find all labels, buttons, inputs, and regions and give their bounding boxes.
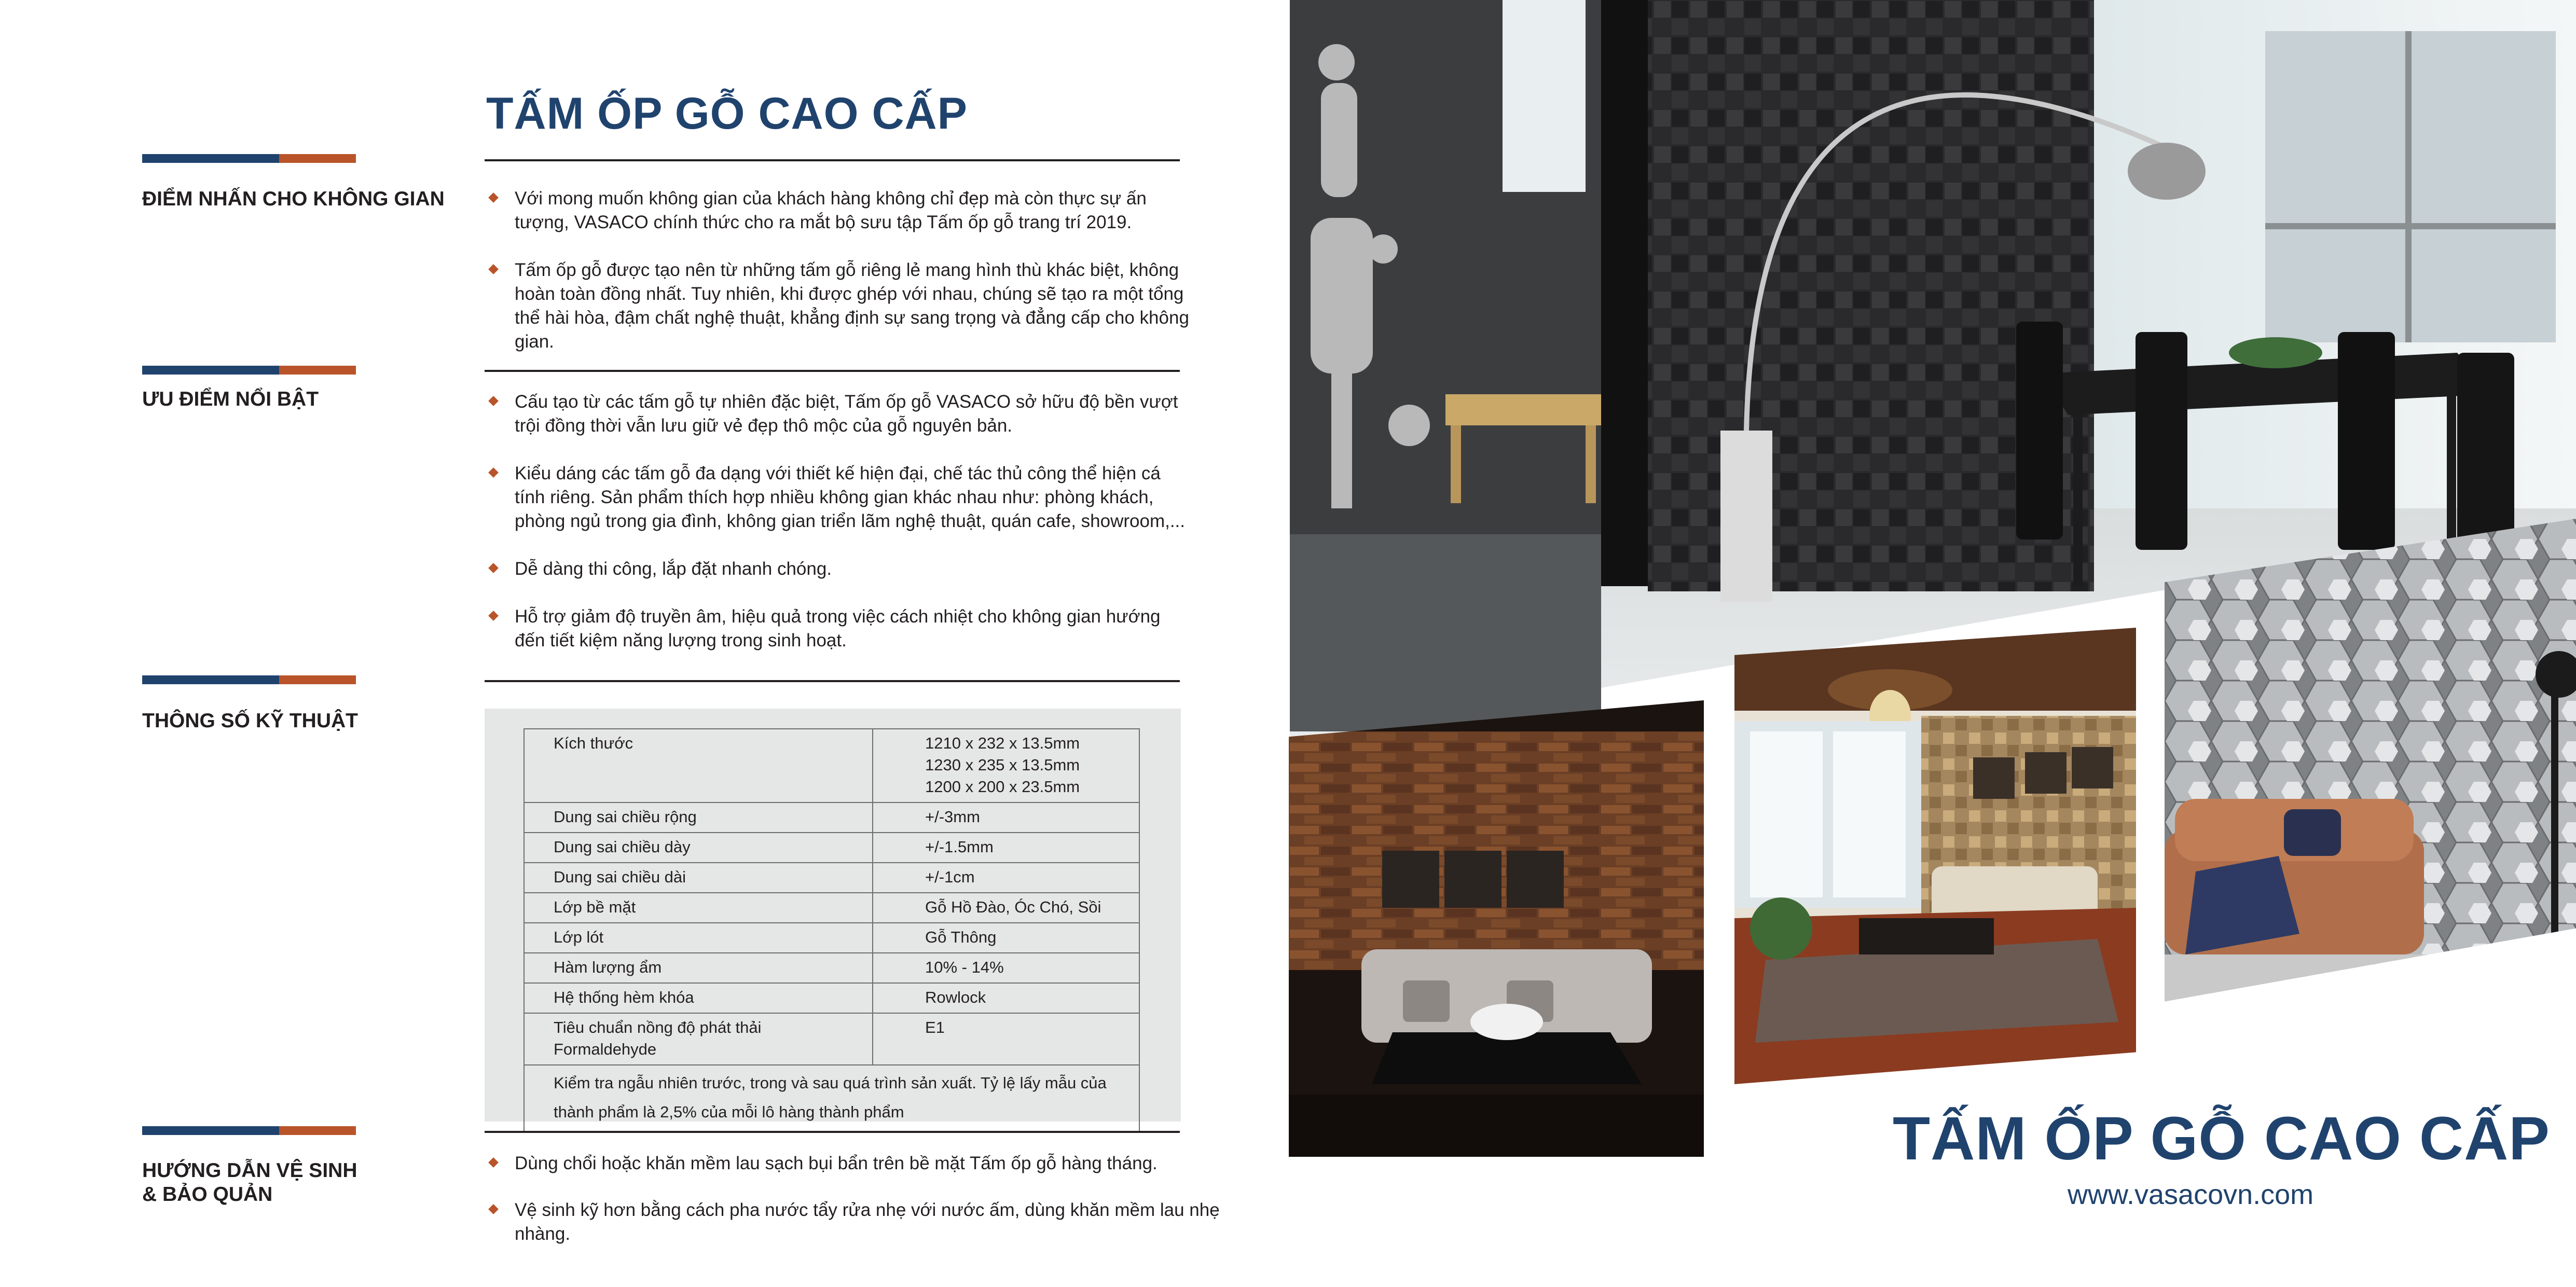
brand-title: TẤM ỐP GỖ CAO CẤP	[1893, 1104, 2551, 1173]
spec-value: Gỗ Thông	[873, 923, 1139, 953]
care-list	[485, 1152, 1242, 1246]
section-divider-bar	[142, 1126, 356, 1135]
list-item: Vệ sinh kỹ hơn bằng cách pha nước tẩy rửa nhẹ với nước ấm, dùng khăn mềm lau nhẹ nhàng.	[485, 1198, 1242, 1246]
bullet-diamond-icon	[488, 467, 499, 478]
spec-name: Lớp lót	[524, 923, 873, 953]
list-item: Dễ dàng thi công, lắp đặt nhanh chóng.	[485, 557, 1190, 581]
bullet-diamond-icon	[488, 611, 499, 621]
spec-name: Hệ thống hèm khóa	[524, 983, 873, 1013]
section-rule	[485, 159, 1180, 161]
table-row	[524, 1065, 1139, 1131]
bullet-diamond-icon	[488, 264, 499, 274]
hexagon-wall-photo	[2165, 519, 2576, 1006]
table-row	[524, 802, 1139, 833]
spec-value: 10% - 14%	[873, 953, 1139, 983]
spec-value: +/-3mm	[873, 802, 1139, 833]
list-item: Với mong muốn không gian của khách hàng không chỉ đẹp mà còn thực sự ấn tượng, VASACO chính thức cho ra mắt bộ sưu tập Tấm ốp gỗ trang trí 2019.	[485, 187, 1190, 234]
spec-value: 1210 x 232 x 13.5mm 1230 x 235 x 13.5mm 1200 x 200 x 23.5mm	[873, 729, 1139, 802]
spec-name: Dung sai chiều dài	[524, 863, 873, 893]
website-link[interactable]: www.vasacovn.com	[2068, 1179, 2314, 1210]
table-row	[524, 983, 1139, 1013]
table-row	[524, 1013, 1139, 1065]
bullet-diamond-icon	[488, 1157, 499, 1168]
spec-value: Rowlock	[873, 983, 1139, 1013]
list-item: Dùng chổi hoặc khăn mềm lau sạch bụi bẩn trên bề mặt Tấm ốp gỗ hàng tháng.	[485, 1152, 1242, 1175]
section-divider-bar	[142, 154, 356, 163]
section-label-specs: THÔNG SỐ KỸ THUẬT	[142, 710, 358, 732]
list-item: Cấu tạo từ các tấm gỗ tự nhiên đặc biệt, Tấm ốp gỗ VASACO sở hữu độ bền vượt trội đồng thời vẫn lưu giữ vẻ đẹp thô mộc của gỗ nguyên bản.	[485, 390, 1190, 438]
spec-table	[524, 728, 1140, 1132]
bullet-diamond-icon	[488, 563, 499, 573]
living-room-photo-1	[1289, 700, 1704, 1157]
section-divider-bar	[142, 675, 356, 684]
list-item: Kiểu dáng các tấm gỗ đa dạng với thiết kế hiện đại, chế tác thủ công thể hiện cá tính riêng. Sản phẩm thích hợp nhiều không gian khác nhau như: phòng khách, phòng ngủ trong gia đình, không gian triển lãm nghệ thuật, quán cafe, showroom,...	[485, 462, 1190, 533]
living-room-photo-2	[1734, 628, 2136, 1084]
spec-name: Lớp bề mặt	[524, 893, 873, 923]
table-row	[524, 833, 1139, 863]
bullet-diamond-icon	[488, 1204, 499, 1214]
document-title: TẤM ỐP GỖ CAO CẤP	[486, 89, 968, 139]
spec-note: Kiểm tra ngẫu nhiên trước, trong và sau quá trình sản xuất. Tỷ lệ lấy mẫu của thành phẩm là 2,5% của mỗi lô hàng thành phẩm	[524, 1065, 1139, 1131]
spec-name: Hàm lượng ẩm	[524, 953, 873, 983]
table-row	[524, 863, 1139, 893]
table-row	[524, 953, 1139, 983]
section-label-highlights: ƯU ĐIỂM NỔI BẬT	[142, 388, 319, 410]
section-rule	[485, 370, 1180, 372]
list-item: Hỗ trợ giảm độ truyền âm, hiệu quả trong việc cách nhiệt cho không gian hướng đến tiết kiệm năng lượng trong sinh hoạt.	[485, 605, 1190, 653]
table-row	[524, 923, 1139, 953]
section-label-care: HƯỚNG DẪN VỆ SINH & BẢO QUẢN	[142, 1159, 357, 1206]
bullet-diamond-icon	[488, 192, 499, 203]
spec-value: +/-1cm	[873, 863, 1139, 893]
table-row	[524, 729, 1139, 802]
table-row	[524, 893, 1139, 923]
section-rule	[485, 1131, 1180, 1133]
spec-name: Dung sai chiều dày	[524, 833, 873, 863]
section-divider-bar	[142, 366, 356, 375]
list-item: Tấm ốp gỗ được tạo nên từ những tấm gỗ riêng lẻ mang hình thù khác biệt, không hoàn toàn đồng nhất. Tuy nhiên, khi được ghép với nhau, chúng sẽ tạo ra một tổng thể hài hòa, đậm chất nghệ thuật, khẳng định sự sang trọng và đẳng cấp cho không gian.	[485, 258, 1190, 354]
spec-value: E1	[873, 1013, 1139, 1065]
spec-name: Kích thước	[524, 729, 873, 802]
section-label-accent-space: ĐIỂM NHẤN CHO KHÔNG GIAN	[142, 188, 445, 210]
section-rule	[485, 680, 1180, 682]
spec-name: Tiêu chuẩn nồng độ phát thải Formaldehyde	[524, 1013, 873, 1065]
highlights-list	[485, 390, 1190, 653]
spec-value: +/-1.5mm	[873, 833, 1139, 863]
spec-value: Gỗ Hồ Đào, Óc Chó, Sồi	[873, 893, 1139, 923]
bullet-diamond-icon	[488, 396, 499, 406]
spec-name: Dung sai chiều rộng	[524, 802, 873, 833]
accent-space-list	[485, 187, 1190, 354]
